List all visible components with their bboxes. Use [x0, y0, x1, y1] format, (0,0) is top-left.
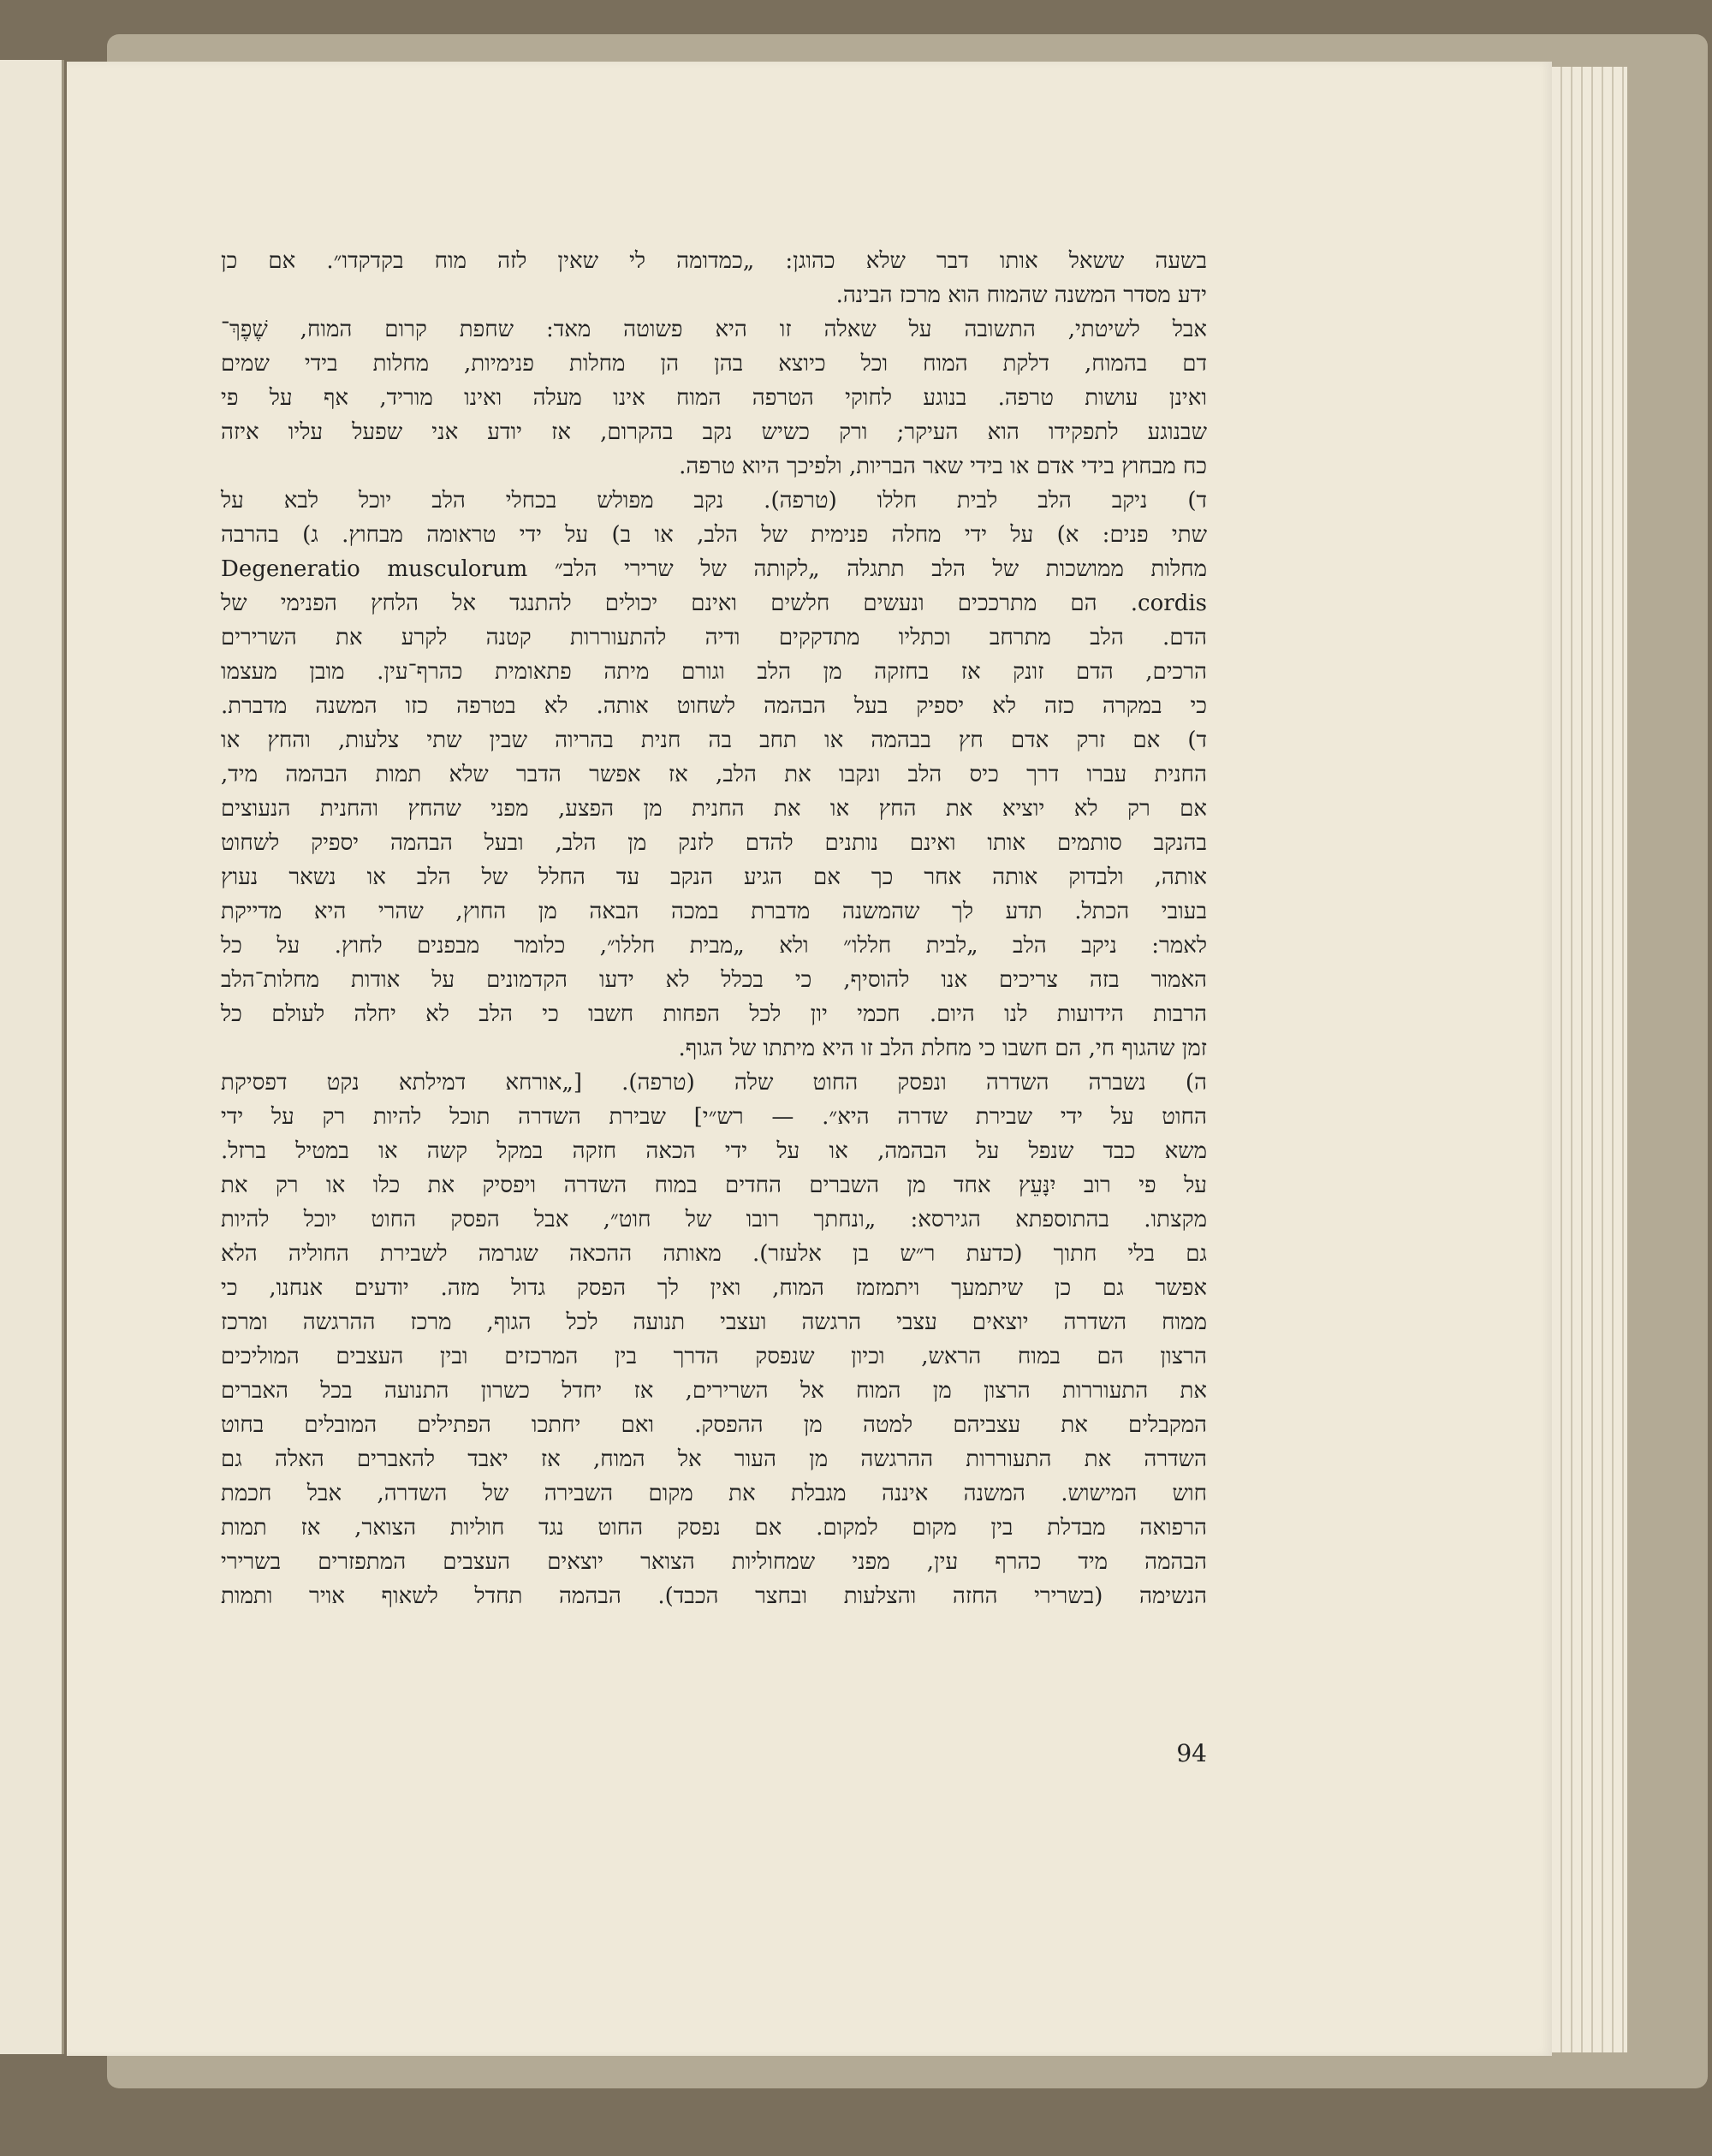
text-line: מקצתו. בהתוספתא הגירסא: „ונחתך רובו של חוט״, אבל הפסק החוט יוכל להיות: [221, 1207, 1207, 1232]
text-line: כי במקרה כזה לא יספיק בעל הבהמה לשחוט אותה. לא בטרפה כזו המשנה מדברת.: [221, 693, 1207, 719]
text-line: ד) אם זרק אדם חץ בבהמה או תחב בה חנית בהריוה שבין שתי צלעות, והחץ או: [221, 728, 1207, 753]
body-text: [221, 244, 1207, 1613]
text-line: בהנקב סותמים אותו ואינם נותנים להדם לזנק מן הלב, ובעל הבהמה יספיק לשחוט: [221, 830, 1207, 856]
text-line: האמור בזה צריכים אנו להוסיף, כי בכלל לא ידעו הקדמונים על אודות מחלות־הלב: [221, 967, 1207, 993]
text-line: לאמר: ניקב הלב „לבית חללו״ ולא „מבית חללו״, כלומר מבפנים לחוץ. על כל: [221, 933, 1207, 959]
text-line: מחלות ממושכות של הלב תתגלה „לקותה של שרירי הלב״ Degeneratio musculorum: [221, 556, 1207, 582]
text-line: הבהמה מיד כהרף עין, מפני שמחוליות הצואר יוצאים העצבים המתפזרים בשרירי: [221, 1549, 1207, 1575]
text-line: בעובי הכתל. תדע לך שהמשנה מדברת במכה הבאה מן החוץ, שהרי היא מדייקת: [221, 899, 1207, 924]
text-line: הנשימה (בשרירי החזה והצלעות ובחצר הכבד). הבהמה תחדל לשאוף אויר ותמות: [221, 1583, 1207, 1609]
text-line: הרבות הידועות לנו היום. חכמי יון לכל הפחות חשבו כי הלב לא יחלה לעולם כל: [221, 1001, 1207, 1027]
text-line: דם בהמוח, דלקת המוח וכל כיוצא בהן הן מחלות פנימיות, מחלות בידי שמים: [221, 351, 1207, 377]
text-line: אבל לשיטתי, התשובה על שאלה זו היא פשוטה מאד: שחפת קרום המוח, שֶׁפֶךְ־: [221, 317, 1207, 342]
text-line: ואינן עושות טרפה. בנוגע לחוקי הטרפה המוח אינו מעלה ואינו מוריד, אף על פי: [221, 385, 1207, 411]
text-line: בשעה ששאל אותו דבר שלא כהוגן: „כמדומה לי שאין לזה מוח בקדקדו״. אם כן: [221, 248, 1207, 274]
text-line: החוט על ידי שבירת שדרה היא״. — רש״י] שבירת השדרה תוכל להיות רק על ידי: [221, 1104, 1207, 1130]
text-line: זמן שהגוף חי, הם חשבו כי מחלת הלב זו היא מיתתו של הגוף.: [678, 1036, 1207, 1061]
text-line: אם רק לא יוציא את החץ או את החנית מן הפצע, מפני שהחץ והחנית הנעוצים: [221, 796, 1207, 822]
text-line: הרצון הם במוח הראש, וכיון שנפסק הדרך בין המרכזים ובין העצבים המוליכים: [221, 1344, 1207, 1369]
text-line: על פי רוב יִנָּעֵץ אחד מן השברים החדים במוח השדרה ויפסיק את כלו או רק את: [221, 1173, 1207, 1198]
text-line: השדרה את התעוררות ההרגשה מן העור אל המוח, אז יאבד להאברים האלה גם: [221, 1446, 1207, 1472]
text-line: אפשר גם כן שיתמעך ויתמזמז המוח, ואין לך הפסק גדול מזה. יודעים אנחנו, כי: [221, 1275, 1207, 1301]
text-line: הרפואה מבדלת בין מקום למקום. אם נפסק החוט נגד חוליות הצואר, אז תמות: [221, 1515, 1207, 1541]
text-line: ממוח השדרה יוצאים עצבי הרגשה ועצבי תנועה לכל הגוף, מרכז ההרגשה ומרכז: [221, 1310, 1207, 1335]
text-line: אותה, ולבדוק אותה אחר כך אם הגיע הנקב עד החלל של הלב או נשאר נעוץ: [221, 864, 1207, 890]
text-line: משא כבד שנפל על הבהמה, או על ידי הכאה חזקה במקל קשה או במטיל ברזל.: [221, 1138, 1207, 1164]
text-line: ידע מסדר המשנה שהמוח הוא מרכז הבינה.: [835, 282, 1207, 308]
text-line: גם בלי חתוך (כדעת ר״ש בן אלעזר). מאותה ההכאה שגרמה לשבירת החוליה הלא: [221, 1241, 1207, 1267]
text-line: cordis. הם מתרככים ונעשים חלשים ואינם יכולים להתנגד אל הלחץ הפנימי של: [221, 591, 1207, 616]
text-line: החנית עברו דרך כיס הלב ונקבו את הלב, אז אפשר הדבר שלא תמות הבהמה מיד,: [221, 762, 1207, 787]
text-line: שבנוגע לתפקידו הוא העיקר; ורק כשיש נקב בהקרום, אז יודע אני שפעל עליו איזה: [221, 419, 1207, 445]
text-line: חוש המישוש. המשנה איננה מגבלת את מקום השבירה של השדרה, אבל חכמת: [221, 1481, 1207, 1506]
text-line: ה) נשברה השדרה ונפסק החוט שלה (טרפה). [„אורחא דמילתא נקט דפסיקת: [221, 1070, 1207, 1096]
page-number: 94: [1176, 1739, 1207, 1767]
text-line: את התעוררות הרצון מן המוח אל השרירים, אז יחדל כשרון התנועה בכל האברים: [221, 1378, 1207, 1404]
page-stack-edge: [1552, 67, 1627, 2052]
text-line: הדם. הלב מתרחב וכתליו מתדקקים ודיה להתעוררות קטנה לקרע את השרירים: [221, 625, 1208, 650]
text-line: הרכים, הדם זונק אז בחזקה מן הלב וגורם מיתה פתאומית כהרף־עין. מובן מעצמו: [221, 659, 1207, 685]
text-line: המקבלים את עצביהם למטה מן ההפסק. ואם יחתכו הפתילים המובלים בחוט: [221, 1412, 1207, 1438]
text-line: ד) ניקב הלב לבית חללו (טרפה). נקב מפולש בכחלי הלב יוכל לבא על: [221, 488, 1207, 514]
text-line: כח מבחוץ בידי אדם או בידי שאר הבריות, ולפיכך היוא טרפה.: [679, 454, 1207, 479]
left-page-edge: [0, 60, 64, 2054]
text-line: שתי פנים: א) על ידי מחלה פנימית של הלב, או ב) על ידי טראומה מבחוץ. ג) בהרבה: [221, 522, 1207, 548]
